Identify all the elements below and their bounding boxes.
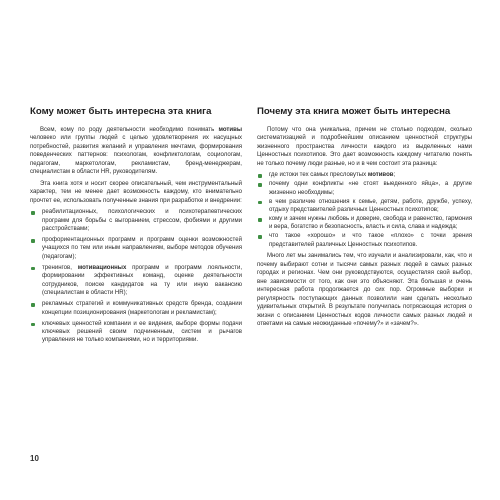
right-list xyxy=(257,171,472,249)
list-item: рекламных стратегий и коммуникативных средств бренда, создании концепции позиционирования (маркетологам и рекламистам); xyxy=(30,300,242,317)
bullet-icon xyxy=(31,211,35,215)
list-item: реабилитационных, психологических и психотерапевтических программ для борьбы с выгоранием, стрессом, фобиями и другими расстройствами; xyxy=(30,208,242,233)
list-item: ключевых ценностей компании и ее видения, выборе формы подачи ключевых решений своим подчиненным, систем и рычагов управления не только компаниями, но и территориями. xyxy=(30,320,242,345)
list-item: кому и зачем нужны любовь и доверие, свобода и равенство, гармония и вера, богатство и безопасность, власть и сила, слава и надежда; xyxy=(257,215,472,232)
right-heading: Почему эта книга может быть интересна xyxy=(257,106,451,117)
right-paragraph-2: Много лет мы занимались тем, что изучали и анализировали, как, что и почему выбирают сотни и тысячи самых разных людей в самых разных городах и регионах. Чем они руководствуются, осуществляя свой выбор, вне зависимости от того, как они это объясняют. Эта большая и очень интересная работа продолжается до сих пор. Огромные выборки и регулярность поступающих данных позволили нам сделать несколько удивительных открытий. В результате получилась потрясающая история о жизни с описанием Ценностных кодов личности самых разных людей и ответами на самые неожиданные «почему?» и «зачем?». xyxy=(257,253,472,327)
left-column xyxy=(30,106,242,348)
left-paragraph-2: Эта книга хотя и носит скорее описательный, чем инструментальный характер, тем не менее дает возможность каждому, кто внимательно прочтет ее, использовать полученные знания при разработке и внедрении: xyxy=(30,180,242,204)
list-item: в чем различие отношения к семье, детям, работе, дружбе, успеху, отдыху представителей различных Ценностных психотипов; xyxy=(257,198,472,215)
bullet-icon xyxy=(258,218,262,222)
list-item: тренингов, мотивационных программ и программ лояльности, формировании эффективных команд, оценке деятельности сотрудников, поиске кандидатов на ту или иную вакансию (специалистам в области HR); xyxy=(30,264,242,298)
bullet-icon xyxy=(258,174,262,178)
left-paragraph-1: Всем, кому по роду деятельности необходимо понимать мотивы человеко или группы людей с целью удовлетворения их насущных потребностей, развития желаний и управления мечтами, формирования поведенческих паттернов: психологам, конфликтологам, социологам, педагогам, маркетологам, рекламистам, бренд-менеджерам, специалистам в области HR, руководителям. xyxy=(30,127,242,176)
list-item: почему одни конфликты «не стоят выеденного яйца», а другие жизненно необходимы; xyxy=(257,180,472,197)
right-paragraph-1: Потому что она уникальна, причем не столько подходом, сколько систематизацией и подробнейшим описанием ценностной структуры жизненного пространства личности каждого из выделенных нами Ценностных психотипов. Это дает возможность каждому читателю понять не только почему люди разные, но и в чем состоит эта разница: xyxy=(257,127,472,167)
list-item: профориентационных программ и программ оценки возможностей учащихся по тем или иным направлениям, выборе методов обучения (педагогам); xyxy=(30,236,242,261)
page-number: 10 xyxy=(30,454,39,463)
bullet-icon xyxy=(258,235,262,239)
bullet-icon xyxy=(31,267,35,271)
right-column xyxy=(257,106,472,331)
bullet-icon xyxy=(31,323,35,327)
list-item: где истоки тех самых пресловутых мотивов; xyxy=(257,171,472,179)
bullet-icon xyxy=(31,239,35,243)
left-list xyxy=(30,208,242,345)
left-heading: Кому может быть интересна эта книга xyxy=(30,106,212,117)
bullet-icon xyxy=(258,201,262,205)
bullet-icon xyxy=(258,183,262,187)
list-item: что такое «хорошо» и что такое «плохо» с точки зрения представителей различных Ценностных психотипов. xyxy=(257,232,472,249)
bullet-icon xyxy=(31,303,35,307)
